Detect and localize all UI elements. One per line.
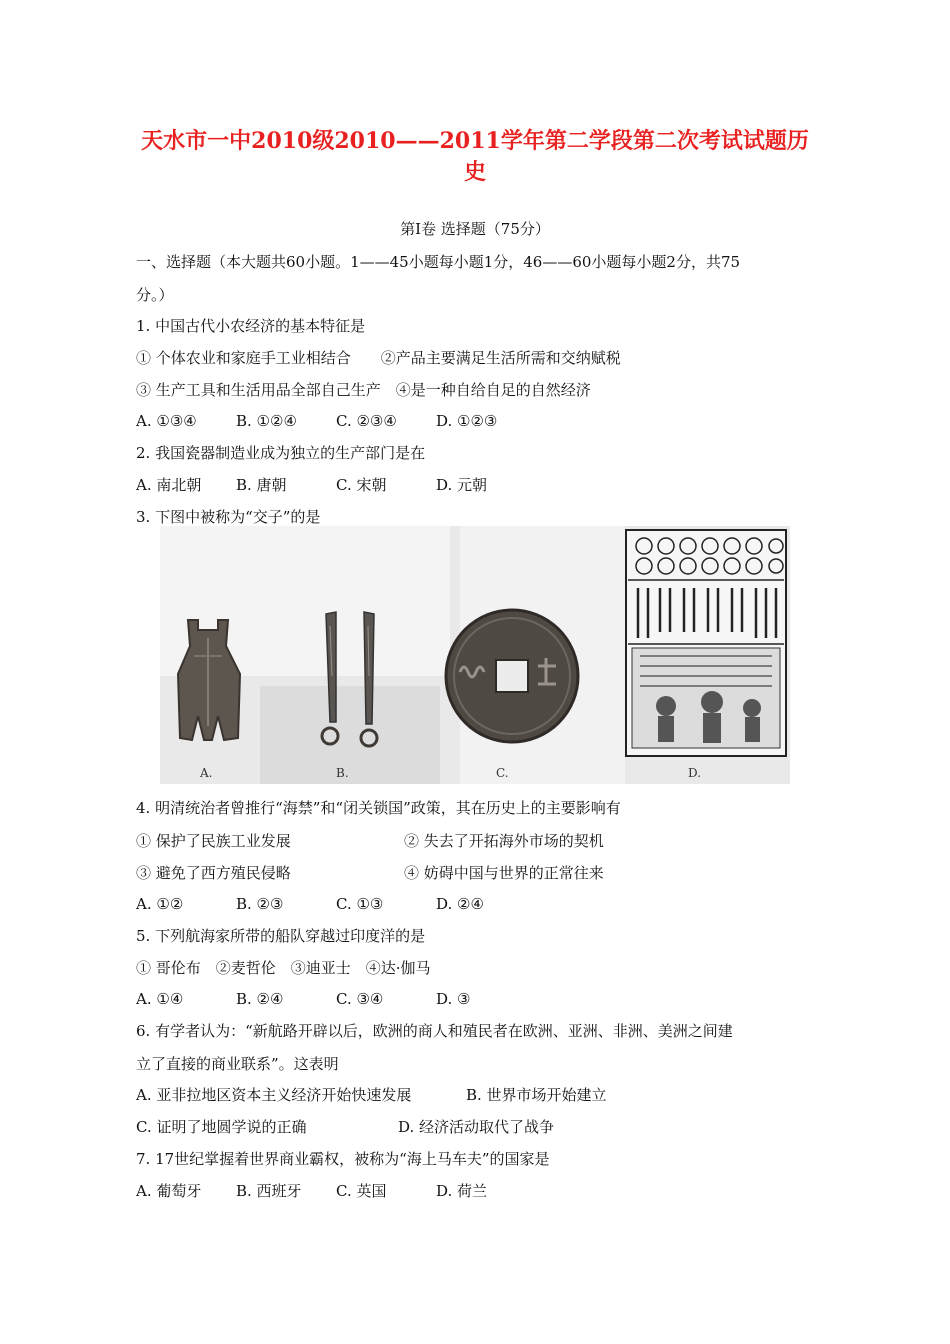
jiaozi-note-image[interactable]: [626, 530, 786, 756]
q4-option-d[interactable]: D. ②④: [436, 895, 484, 913]
q1-statements-3-4: ③ 生产工具和生活用品全部自己生产 ④是一种自给自足的自然经济: [136, 381, 591, 399]
instructions-line-1: 一、选择题（本大题共60小题。1——45小题每小题1分，46——60小题每小题2分，共75: [136, 253, 741, 271]
q2-option-a[interactable]: A. 南北朝: [136, 476, 202, 494]
q4-statement-4: ④ 妨碍中国与世界的正常往来: [404, 864, 604, 882]
q4-option-a[interactable]: A. ①②: [136, 895, 184, 913]
q4-statement-1: ① 保护了民族工业发展: [136, 832, 291, 850]
q6-option-c[interactable]: C. 证明了地圆学说的正确: [136, 1118, 307, 1136]
figure-label-a: A.: [200, 766, 213, 780]
q4-option-b[interactable]: B. ②③: [236, 895, 284, 913]
exam-title: 天水市一中2010级2010——2011学年第二学段第二次考试试题历史: [141, 128, 809, 185]
q6-option-b[interactable]: B. 世界市场开始建立: [466, 1086, 607, 1104]
q7-options: [136, 1181, 536, 1201]
q5-option-a[interactable]: A. ①④: [136, 990, 184, 1008]
q5-option-c[interactable]: C. ③④: [336, 990, 384, 1008]
q2-option-b[interactable]: B. 唐朝: [236, 476, 287, 494]
q4-statement-3: ③ 避免了西方殖民侵略: [136, 864, 291, 882]
q5-stem: 5. 下列航海家所带的船队穿越过印度洋的是: [136, 927, 426, 945]
q2-stem: 2. 我国瓷器制造业成为独立的生产部门是在: [136, 444, 426, 462]
q1-stem: 1. 中国古代小农经济的基本特征是: [136, 317, 366, 335]
figure-label-d: D.: [688, 766, 702, 780]
q7-stem: 7. 17世纪掌握着世界商业霸权，被称为“海上马车夫”的国家是: [136, 1150, 550, 1168]
q7-option-c[interactable]: C. 英国: [336, 1182, 387, 1200]
q4-option-c[interactable]: C. ①③: [336, 895, 384, 913]
q2-options: [136, 475, 536, 495]
q2-option-c[interactable]: C. 宋朝: [336, 476, 387, 494]
q5-options: [136, 989, 536, 1009]
q7-option-a[interactable]: A. 葡萄牙: [136, 1182, 202, 1200]
figure-label-b: B.: [336, 766, 349, 780]
q1-option-d[interactable]: D. ①②③: [436, 412, 498, 430]
q6-option-a[interactable]: A. 亚非拉地区资本主义经济开始快速发展: [136, 1086, 412, 1104]
q2-option-d[interactable]: D. 元朝: [436, 476, 488, 494]
q4-options: [136, 894, 536, 914]
q5-statements: ① 哥伦布 ②麦哲伦 ③迪亚士 ④达·伽马: [136, 959, 431, 977]
currency-figure-svg: [160, 526, 790, 784]
q4-statement-2: ② 失去了开拓海外市场的契机: [404, 832, 604, 850]
section-heading: 第Ⅰ卷 选择题（75分）: [400, 220, 550, 238]
q7-option-d[interactable]: D. 荷兰: [436, 1182, 488, 1200]
q6-stem-line-2: 立了直接的商业联系”。这表明: [136, 1055, 339, 1073]
q3-stem: 3. 下图中被称为“交子”的是: [136, 508, 321, 526]
q5-option-b[interactable]: B. ②④: [236, 990, 284, 1008]
q1-options: [136, 411, 536, 431]
round-coin-image[interactable]: [446, 610, 578, 742]
figure-label-c: C.: [496, 766, 509, 780]
q6-option-d[interactable]: D. 经济活动取代了战争: [398, 1118, 555, 1136]
q1-statements-1-2: ① 个体农业和家庭手工业相结合 ②产品主要满足生活所需和交纳赋税: [136, 349, 621, 367]
q1-option-b[interactable]: B. ①②④: [236, 412, 297, 430]
currency-figure: [160, 526, 790, 784]
q4-stem: 4. 明清统治者曾推行“海禁”和“闭关锁国”政策，其在历史上的主要影响有: [136, 799, 621, 817]
q1-option-a[interactable]: A. ①③④: [136, 412, 197, 430]
q5-option-d[interactable]: D. ③: [436, 990, 471, 1008]
q7-option-b[interactable]: B. 西班牙: [236, 1182, 302, 1200]
q6-stem-line-1: 6. 有学者认为：“新航路开辟以后，欧洲的商人和殖民者在欧洲、亚洲、非洲、美洲之间建: [136, 1022, 733, 1040]
q1-option-c[interactable]: C. ②③④: [336, 412, 397, 430]
instructions-line-2: 分。）: [136, 286, 174, 304]
